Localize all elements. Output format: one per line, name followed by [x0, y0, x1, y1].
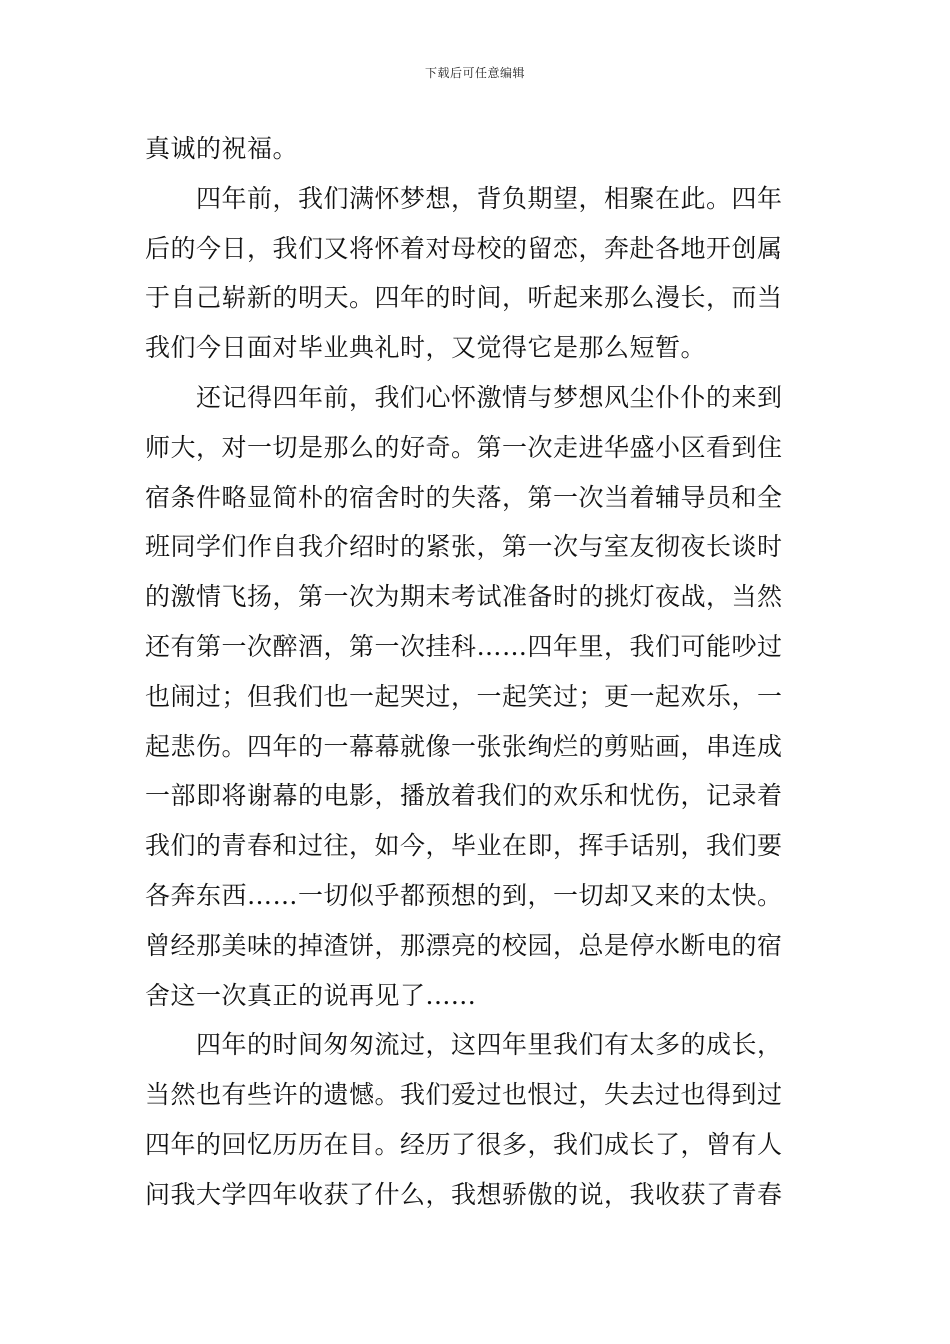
paragraph: 四年的时间匆匆流过，这四年里我们有太多的成长，当然也有些许的遗憾。我们爱过也恨过，失去过也得到过四年的回忆历历在目。经历了很多，我们成长了，曾有人问我大学四年收获了什么，我想骄傲的说，我收获了青春 [145, 1030, 783, 1209]
paragraph-continuation: 真诚的祝福。 [145, 134, 299, 163]
paragraph: 四年前，我们满怀梦想，背负期望，相聚在此。四年后的今日，我们又将怀着对母校的留恋，奔赴各地开创属于自己崭新的明天。四年的时间，听起来那么漫长，而当我们今日面对毕业典礼时，又觉得它是那么短暂。 [145, 183, 783, 363]
paragraph: 还记得四年前，我们心怀激情与梦想风尘仆仆的来到师大，对一切是那么的好奇。第一次走进华盛小区看到住宿条件略显简朴的宿舍时的失落，第一次当着辅导员和全班同学们作自我介绍时的紧张，第一次与室友彻夜长谈时的激情飞扬，第一次为期末考试准备时的挑灯夜战，当然还有第一次醉酒，第一次挂科……四年里，我们可能吵过也闹过；但我们也一起哭过，一起笑过；更一起欢乐，一起悲伤。四年的一幕幕就像一张张绚烂的剪贴画，串连成一部即将谢幕的电影，播放着我们的欢乐和忧伤，记录着我们的青春和过往，如今，毕业在即，挥手话别，我们要各奔东西……一切似乎都预想的到，一切却又来的太快。曾经那美味的掉渣饼，那漂亮的校园，总是停水断电的宿舍这一次真正的说再见了...... [145, 382, 783, 1010]
page-header: 下载后可任意编辑 [424, 66, 525, 80]
document-body [145, 124, 805, 1220]
